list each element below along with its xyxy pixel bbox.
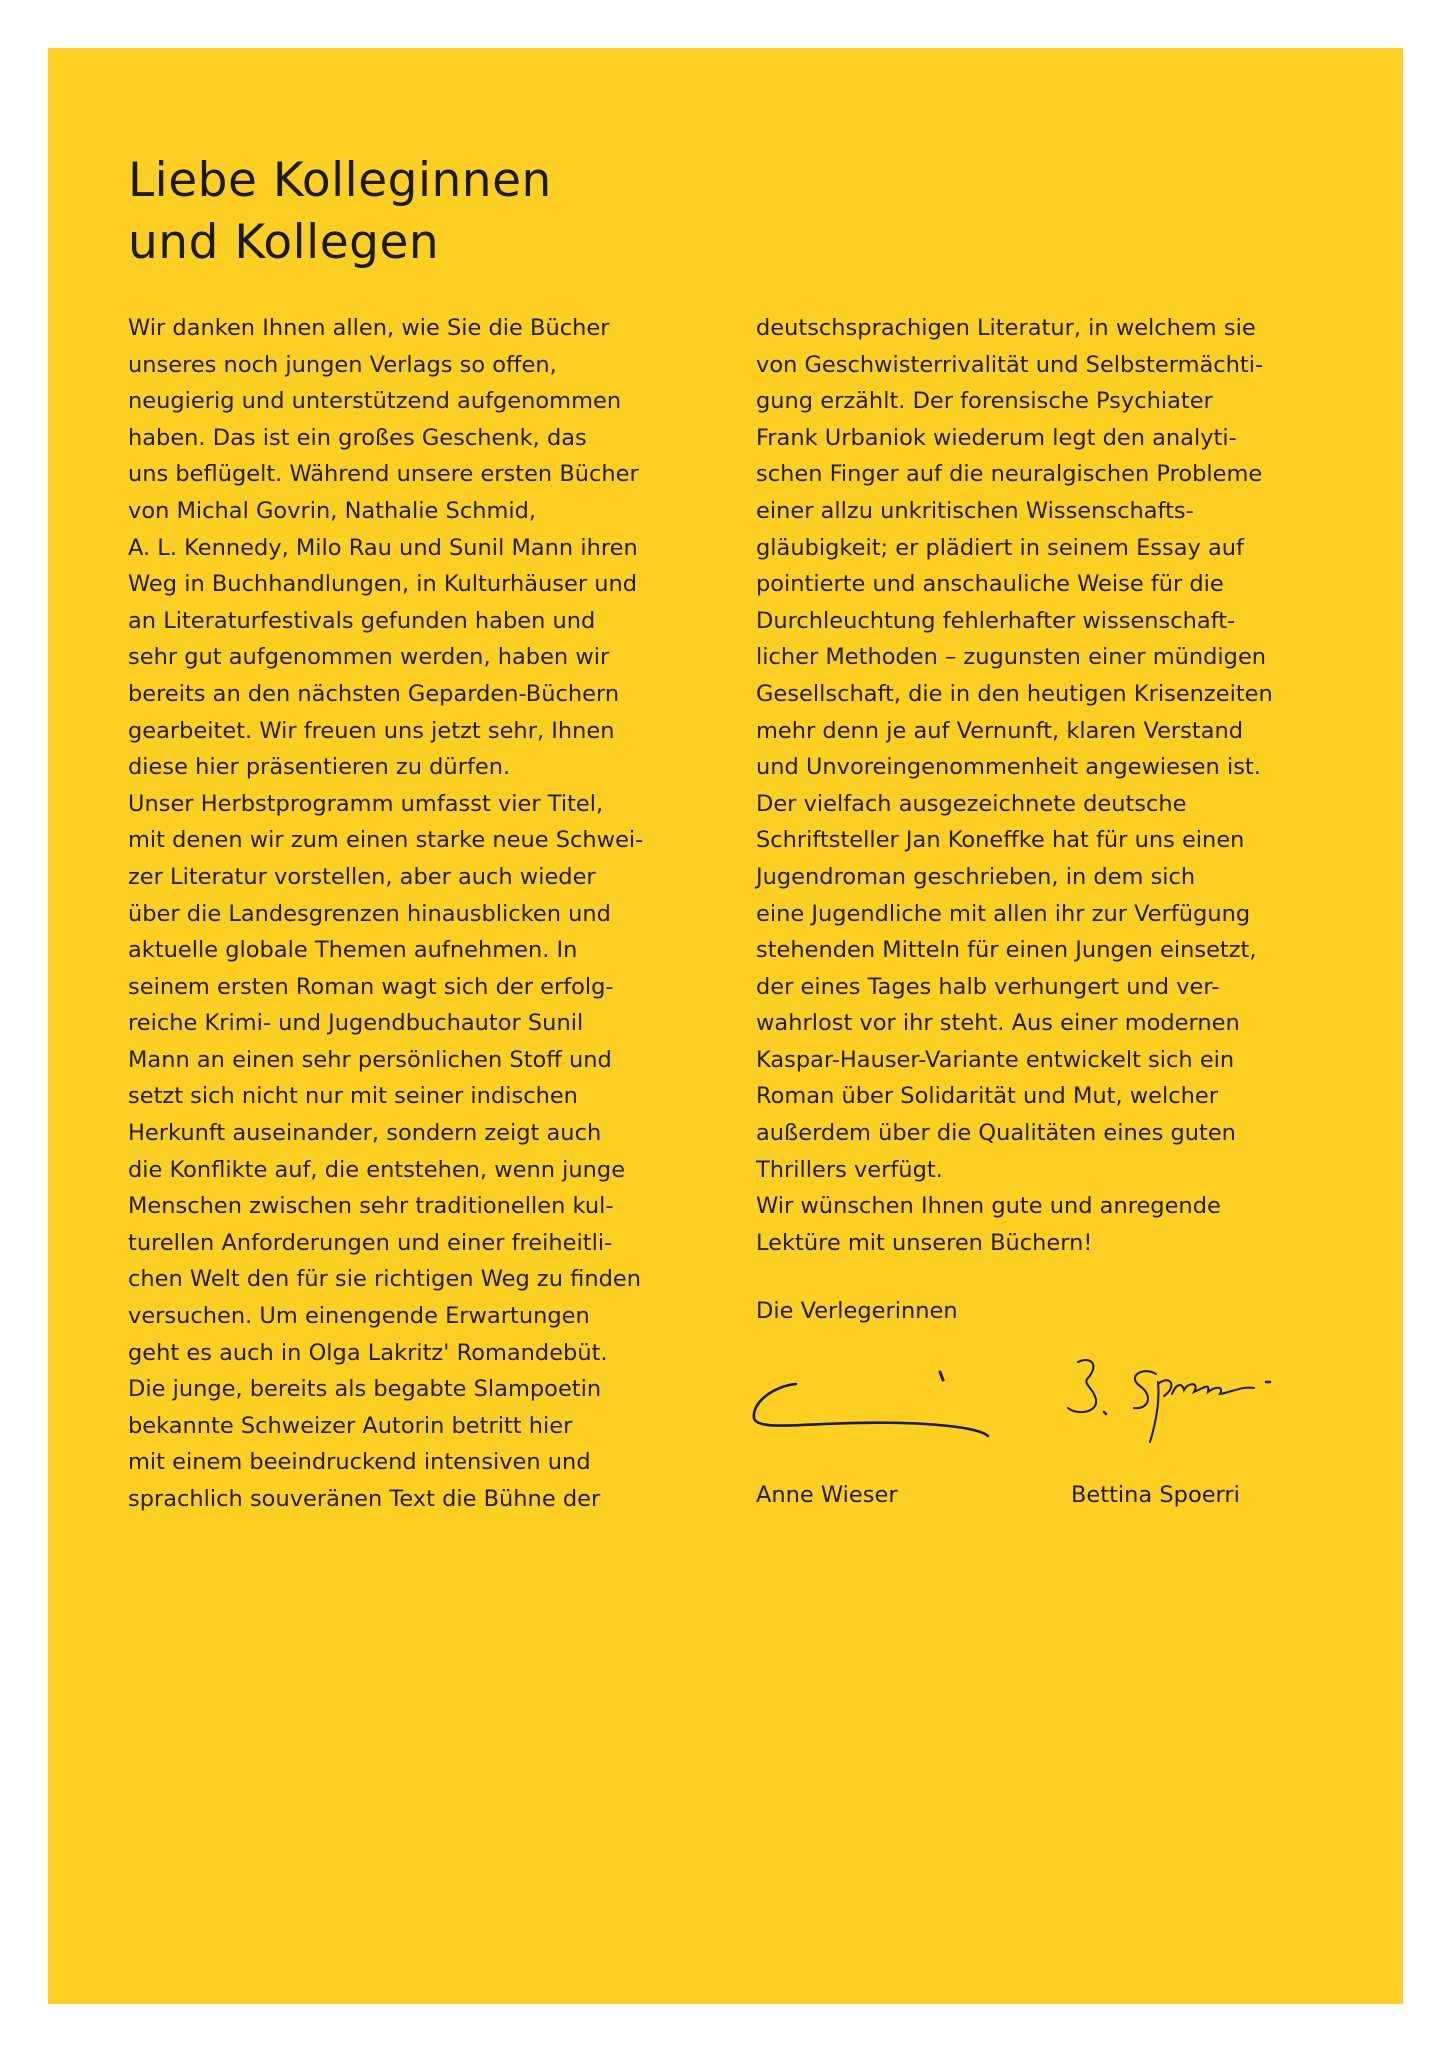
text-line: Thrillers verfügt. bbox=[756, 1156, 943, 1183]
text-line: bereits an den nächsten Geparden-Büchern bbox=[128, 680, 620, 707]
text-line: uns beflügelt. Während unsere ersten Bücher bbox=[128, 461, 639, 488]
text-line: von Michal Govrin, Nathalie Schmid, bbox=[128, 497, 537, 524]
left-text-column bbox=[128, 310, 718, 1518]
text-line: aktuelle globale Themen aufnehmen. In bbox=[128, 937, 578, 964]
text-line: chen Welt den für sie richtigen Weg zu finden bbox=[128, 1266, 641, 1293]
text-line: Die junge, bereits als begabte Slampoetin bbox=[128, 1376, 602, 1403]
signature-bettina-spoerri bbox=[1060, 1352, 1320, 1452]
letter-title bbox=[128, 150, 552, 274]
text-line: mehr denn je auf Vernunft, klaren Verstand bbox=[756, 717, 1244, 744]
text-line: gläubigkeit; er plädiert in seinem Essay auf bbox=[756, 534, 1244, 561]
text-line: Gesellschaft, die in den heutigen Krisenzeiten bbox=[756, 680, 1273, 707]
text-line: mit denen wir zum einen starke neue Schwei- bbox=[128, 827, 644, 854]
text-line: außerdem über die Qualitäten eines guten bbox=[756, 1120, 1236, 1147]
text-line: sehr gut aufgenommen werden, haben wir bbox=[128, 644, 610, 671]
text-line: einer allzu unkritischen Wissenschafts- bbox=[756, 497, 1194, 524]
text-line: seinem ersten Roman wagt sich der erfolg- bbox=[128, 973, 614, 1000]
title-line-2: und Kollegen bbox=[128, 215, 440, 270]
text-line: Jugendroman geschrieben, in dem sich bbox=[756, 863, 1196, 890]
text-line: schen Finger auf die neuralgischen Probleme bbox=[756, 461, 1263, 488]
text-line: und Unvoreingenommenheit angewiesen ist. bbox=[756, 754, 1261, 781]
text-line: Weg in Buchhandlungen, in Kulturhäuser und bbox=[128, 571, 638, 598]
text-line: Schriftsteller Jan Koneffke hat für uns einen bbox=[756, 827, 1245, 854]
text-line: unseres noch jungen Verlags so offen, bbox=[128, 351, 557, 378]
text-line: bekannte Schweizer Autorin betritt hier bbox=[128, 1412, 573, 1439]
text-line: der eines Tages halb verhungert und ver- bbox=[756, 973, 1220, 1000]
text-line: reiche Krimi- und Jugendbuchautor Sunil bbox=[128, 1010, 584, 1037]
text-line: diese hier präsentieren zu dürfen. bbox=[128, 754, 511, 781]
right-text-column bbox=[756, 310, 1346, 1261]
text-line: stehenden Mitteln für einen Jungen einsetzt, bbox=[756, 937, 1257, 964]
text-line: die Konflikte auf, die entstehen, wenn junge bbox=[128, 1156, 626, 1183]
text-line: licher Methoden – zugunsten einer mündigen bbox=[756, 644, 1267, 671]
text-line: geht es auch in Olga Lakritz' Romandebüt. bbox=[128, 1339, 608, 1366]
text-line: Der vielfach ausgezeichnete deutsche bbox=[756, 790, 1187, 817]
text-line: versuchen. Um einengende Erwartungen bbox=[128, 1303, 590, 1330]
text-line: gearbeitet. Wir freuen uns jetzt sehr, Ihnen bbox=[128, 717, 615, 744]
closing-line: Die Verlegerinnen bbox=[756, 1298, 958, 1324]
text-line: Mann an einen sehr persönlichen Stoff und bbox=[128, 1046, 612, 1073]
text-line: wahrlost vor ihr steht. Aus einer modernen bbox=[756, 1010, 1240, 1037]
signature-anne-wieser bbox=[744, 1362, 994, 1452]
text-line: Lektüre mit unseren Büchern! bbox=[756, 1229, 1093, 1256]
text-line: A. L. Kennedy, Milo Rau und Sunil Mann ihren bbox=[128, 534, 638, 561]
text-line: setzt sich nicht nur mit seiner indischen bbox=[128, 1083, 578, 1110]
signer-name-bettina: Bettina Spoerri bbox=[1071, 1482, 1240, 1508]
text-line: Kaspar-Hauser-Variante entwickelt sich ein bbox=[756, 1046, 1235, 1073]
text-line: neugierig und unterstützend aufgenommen bbox=[128, 388, 622, 415]
text-line: deutschsprachigen Literatur, in welchem sie bbox=[756, 315, 1256, 341]
text-line: sprachlich souveränen Text die Bühne der bbox=[128, 1486, 601, 1512]
signer-name-anne: Anne Wieser bbox=[756, 1482, 898, 1508]
text-line: eine Jugendliche mit allen ihr zur Verfügung bbox=[756, 900, 1251, 927]
text-line: gung erzählt. Der forensische Psychiater bbox=[756, 388, 1213, 415]
text-line: zer Literatur vorstellen, aber auch wieder bbox=[128, 863, 596, 890]
text-line: mit einem beeindruckend intensiven und bbox=[128, 1449, 591, 1476]
text-line: von Geschwisterrivalität und Selbstermächti- bbox=[756, 351, 1264, 378]
text-line: Menschen zwischen sehr traditionellen kul- bbox=[128, 1193, 614, 1220]
text-line: Frank Urbaniok wiederum legt den analyti- bbox=[756, 424, 1237, 451]
text-line: Wir wünschen Ihnen gute und anregende bbox=[756, 1193, 1221, 1220]
text-line: Wir danken Ihnen allen, wie Sie die Bücher bbox=[128, 315, 610, 341]
text-line: pointierte und anschauliche Weise für die bbox=[756, 571, 1224, 598]
text-line: turellen Anforderungen und einer freiheitli- bbox=[128, 1229, 613, 1256]
text-line: Herkunft auseinander, sondern zeigt auch bbox=[128, 1120, 602, 1147]
title-line-1: Liebe Kolleginnen bbox=[128, 153, 552, 208]
text-line: Durchleuchtung fehlerhafter wissenschaft- bbox=[756, 607, 1236, 634]
text-line: Roman über Solidarität und Mut, welcher bbox=[756, 1083, 1218, 1110]
text-line: Unser Herbstprogramm umfasst vier Titel, bbox=[128, 790, 604, 817]
text-line: an Literaturfestivals gefunden haben und bbox=[128, 607, 596, 634]
text-line: über die Landesgrenzen hinausblicken und bbox=[128, 900, 611, 927]
text-line: haben. Das ist ein großes Geschenk, das bbox=[128, 424, 587, 451]
